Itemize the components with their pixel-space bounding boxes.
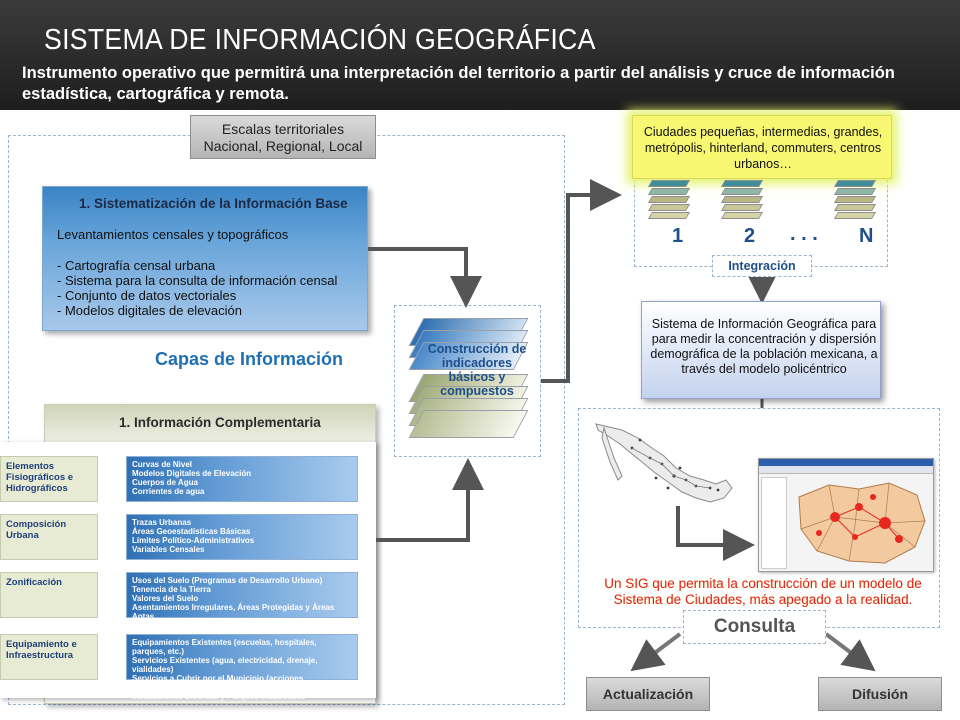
stack-label-1: 1 <box>672 225 684 247</box>
base-info-item: - Sistema para la consulta de información censal <box>57 273 338 288</box>
category-item: Servicios a Cubrir por el Municipio (acciones programadas) <box>132 674 304 692</box>
category-item: Asentamientos Irregulares, Áreas Protegidas y Áreas Aptas <box>132 603 335 621</box>
base-info-title: 1. Sistematización de la Información Base <box>79 196 348 211</box>
sig-caption: Un SIG que permita la construcción de un modelo de Sistema de Ciudades, más apegado a la realidad. <box>604 576 922 607</box>
arrow-indicators-to-cities <box>541 195 610 381</box>
sig-box <box>641 301 881 399</box>
layer-sheet <box>648 212 690 219</box>
category-item: Trazas Urbanas <box>132 518 192 527</box>
stack-label-n: N <box>859 225 874 247</box>
layer-sheet <box>834 180 876 187</box>
page-subtitle: Instrumento operativo que permitirá una interpretación del territorio a partir del análisis y cruce de información estadística, cartográfica y remota. <box>22 64 895 103</box>
page-title: SISTEMA DE INFORMACIÓN GEOGRÁFICA <box>44 24 596 56</box>
screenshot-map <box>789 477 931 569</box>
arrow-consulta-to-actualizacion <box>640 634 680 664</box>
layer-sheet <box>834 204 876 211</box>
arrow-complementary-to-indicators <box>376 470 468 540</box>
update-label: Actualización <box>602 686 694 702</box>
integration-label: Integración <box>712 255 812 277</box>
category-urban-composition: Composición Urbana <box>0 514 98 560</box>
category-item: Instalaciones Diversas y Parques Industriales <box>132 692 306 701</box>
layer-sheet <box>648 204 690 211</box>
mini-stack-n <box>836 180 880 222</box>
base-info-item: - Modelos digitales de elevación <box>57 303 242 318</box>
layer-sheet <box>721 204 763 211</box>
category-item: Valores del Suelo <box>132 594 199 603</box>
information-layers-label: Capas de Información <box>155 349 344 369</box>
base-info-item: - Cartografía censal urbana <box>57 258 216 273</box>
category-item: Equipamientos Existentes (escuelas, hospitales, parques, etc.) <box>132 638 317 656</box>
category-zoning: Zonificación <box>0 572 98 618</box>
base-info-intro: Levantamientos censales y topográficos <box>57 227 289 242</box>
category-item: Modelos Digitales de Elevación <box>132 469 252 478</box>
category-equipment: Equipamiento e Infraestructura <box>0 634 98 680</box>
category-item: Cuerpos de Agua <box>132 478 198 487</box>
update-box <box>586 677 710 711</box>
category-item: Usos del Suelo (Programas de Desarrollo Urbano) <box>132 576 323 585</box>
layer-sheet <box>834 196 876 203</box>
arrow-base-to-indicators <box>368 249 466 296</box>
layer-sheet <box>721 188 763 195</box>
diffusion-label: Difusión <box>852 686 908 702</box>
category-item: Tenencia de la Tierra <box>132 585 211 594</box>
cities-description: Ciudades pequeñas, intermedias, grandes, metrópolis, hinterland, commuters, centros urbanos… <box>643 125 883 171</box>
layer-sheet <box>721 180 763 187</box>
category-item: Variables Censales <box>132 545 205 554</box>
arrow-consulta-to-difusion <box>826 634 866 664</box>
layer-sheet <box>834 188 876 195</box>
category-item: Corrientes de agua <box>132 487 205 496</box>
category-item: Servicios Existentes (agua, electricidad, drenaje, vialidades) <box>132 656 318 674</box>
category-physiographic: Elementos Fisiográficos e Hidrográficos <box>0 456 98 502</box>
complementary-info-title: 1. Información Complementaria <box>119 415 321 430</box>
layer-sheet <box>721 196 763 203</box>
layer-sheet <box>648 196 690 203</box>
layer-sheet <box>834 212 876 219</box>
consulta-label: Consulta <box>683 610 826 644</box>
screenshot-sidebar <box>761 477 787 569</box>
screenshot-titlebar <box>759 459 933 466</box>
layer-sheet <box>721 212 763 219</box>
indicators-label: Construcción de indicadores básicos y compuestos <box>427 342 527 398</box>
diffusion-box <box>818 677 942 711</box>
category-item: Límites Político-Administrativos <box>132 536 255 545</box>
screenshot-toolbar <box>759 466 933 474</box>
stack-label-ellipsis: . . . <box>790 223 818 245</box>
mini-stack-1 <box>650 180 694 222</box>
category-item: Áreas Geoestadísticas Básicas <box>132 527 251 536</box>
layer-sheet <box>648 188 690 195</box>
category-item: Curvas de Nivel <box>132 460 193 469</box>
base-info-item: - Conjunto de datos vectoriales <box>57 288 237 303</box>
sig-description: Sistema de Información Geográfica para para medir la concentración y dispersión demográfica de la población mexicana, a través del modelo policéntrico <box>650 317 878 376</box>
mini-stack-2 <box>723 180 767 222</box>
layer-sheet <box>648 180 690 187</box>
stack-label-2: 2 <box>744 225 756 247</box>
mexico-map-image <box>592 418 740 510</box>
scales-line-1: Escalas territoriales <box>221 121 345 137</box>
scales-line-2: Nacional, Regional, Local <box>203 138 363 154</box>
sig-screenshot-image <box>758 458 934 572</box>
